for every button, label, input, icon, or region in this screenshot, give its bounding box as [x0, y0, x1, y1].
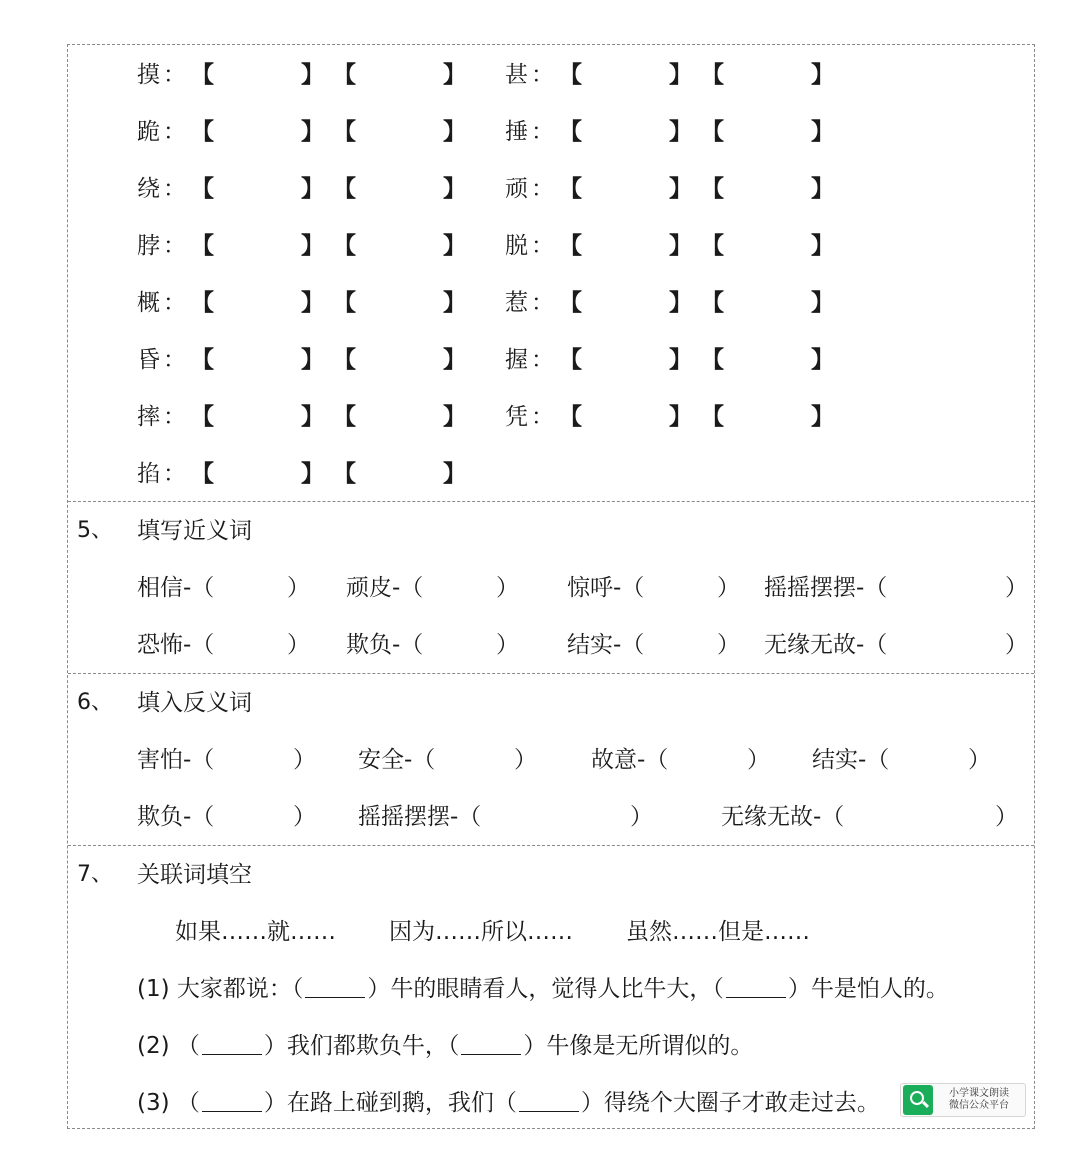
q5-item: 惊呼-（: [567, 575, 645, 601]
q7-s3-part-a: (3) （: [137, 1090, 200, 1116]
colon: ：: [163, 176, 186, 202]
polyphone-character: 握: [505, 347, 528, 373]
polyphone-character: 摸: [137, 62, 160, 88]
polyphone-character: 摔: [137, 404, 160, 430]
bracket-close: 】: [811, 290, 834, 316]
q7-sentence-3: [137, 1088, 880, 1118]
bracket-close: 】: [811, 404, 834, 430]
q6-item: 故意-（: [591, 747, 669, 773]
bracket-open: 【: [191, 290, 214, 316]
colon: ：: [531, 404, 554, 430]
divider-q6: [68, 673, 1034, 674]
q7-s1-part-b: ）牛的眼睛看人，觉得人比牛大，（: [367, 976, 724, 1002]
bracket-open: 【: [701, 233, 724, 259]
q6-number: 6、: [77, 690, 113, 715]
bracket-close: 】: [301, 290, 324, 316]
q6-title: 填入反义词: [137, 690, 252, 716]
bracket-open: 【: [559, 347, 582, 373]
bracket-open: 【: [559, 290, 582, 316]
q5-number: 5、: [77, 518, 113, 543]
bracket-open: 【: [333, 62, 356, 88]
wechat-watermark: [900, 1083, 1026, 1117]
bracket-open: 【: [701, 347, 724, 373]
bracket-open: 【: [333, 461, 356, 487]
colon: ：: [531, 233, 554, 259]
bracket-open: 【: [559, 62, 582, 88]
watermark-line-1: 小学课文朗读: [949, 1088, 1009, 1099]
q7-s3-part-c: ）得绕个大圈子才敢走过去。: [580, 1090, 880, 1116]
bracket-open: 【: [191, 461, 214, 487]
bracket-open: 【: [333, 404, 356, 430]
bracket-close: 】: [669, 290, 692, 316]
q7-s2-part-a: (2) （: [137, 1033, 200, 1059]
divider-q7: [68, 845, 1034, 846]
q7-title: 关联词填空: [137, 862, 252, 888]
q5-title: 填写近义词: [137, 518, 252, 544]
q7-s3-part-b: ）在路上碰到鹅，我们（: [263, 1090, 517, 1116]
q7-s2-part-c: ）牛像是无所谓似的。: [523, 1033, 754, 1059]
answer-blank[interactable]: [461, 1034, 521, 1055]
q6-item-close: ）: [293, 747, 316, 773]
colon: ：: [531, 62, 554, 88]
bracket-close: 】: [811, 62, 834, 88]
colon: ：: [163, 404, 186, 430]
colon: ：: [531, 176, 554, 202]
bracket-open: 【: [333, 347, 356, 373]
q7-s1-part-a: (1) 大家都说：（: [137, 976, 304, 1002]
bracket-close: 】: [443, 404, 466, 430]
bracket-open: 【: [701, 62, 724, 88]
colon: ：: [163, 119, 186, 145]
bracket-open: 【: [191, 233, 214, 259]
bracket-close: 】: [301, 119, 324, 145]
bracket-open: 【: [701, 176, 724, 202]
q5-item: 结实-（: [567, 632, 645, 658]
colon: ：: [531, 119, 554, 145]
bracket-close: 】: [443, 290, 466, 316]
q5-item-close: ）: [496, 632, 519, 658]
q6-item: 结实-（: [812, 747, 890, 773]
colon: ：: [163, 347, 186, 373]
polyphone-character: 掐: [137, 461, 160, 487]
bracket-open: 【: [333, 119, 356, 145]
bracket-close: 】: [301, 62, 324, 88]
q6-item-close: ）: [630, 804, 653, 830]
q7-option: 虽然……但是……: [626, 919, 810, 945]
q6-item: 摇摇摆摆-（: [358, 804, 482, 830]
answer-blank[interactable]: [305, 977, 365, 998]
search-icon: [903, 1085, 933, 1115]
bracket-close: 】: [811, 119, 834, 145]
colon: ：: [163, 62, 186, 88]
q5-item: 顽皮-（: [346, 575, 424, 601]
watermark-text: [949, 1088, 1009, 1112]
q5-item-close: ）: [1005, 632, 1028, 658]
polyphone-character: 捶: [505, 119, 528, 145]
polyphone-character: 脱: [505, 233, 528, 259]
bracket-open: 【: [333, 290, 356, 316]
bracket-close: 】: [669, 62, 692, 88]
bracket-open: 【: [559, 119, 582, 145]
bracket-open: 【: [701, 119, 724, 145]
bracket-close: 】: [669, 119, 692, 145]
bracket-close: 】: [443, 119, 466, 145]
q6-item-close: ）: [514, 747, 537, 773]
q7-option: 因为……所以……: [389, 919, 573, 945]
polyphone-character: 绕: [137, 176, 160, 202]
polyphone-character: 跪: [137, 119, 160, 145]
q5-item-close: ）: [496, 575, 519, 601]
bracket-open: 【: [191, 347, 214, 373]
q6-item: 欺负-（: [137, 804, 215, 830]
bracket-open: 【: [701, 290, 724, 316]
bracket-close: 】: [443, 347, 466, 373]
bracket-open: 【: [559, 233, 582, 259]
bracket-close: 】: [669, 233, 692, 259]
polyphone-character: 甚: [505, 62, 528, 88]
bracket-close: 】: [301, 233, 324, 259]
q7-number: 7、: [77, 862, 113, 887]
q5-item: 摇摇摆摆-（: [764, 575, 888, 601]
q7-sentence-1: [137, 974, 949, 1004]
q5-item-close: ）: [1005, 575, 1028, 601]
bracket-close: 】: [301, 404, 324, 430]
colon: ：: [163, 290, 186, 316]
polyphone-character: 概: [137, 290, 160, 316]
q7-sentence-2: [137, 1031, 753, 1061]
bracket-open: 【: [191, 62, 214, 88]
q5-item-close: ）: [287, 575, 310, 601]
q5-item-close: ）: [287, 632, 310, 658]
q5-item: 无缘无故-（: [764, 632, 888, 658]
q6-item: 无缘无故-（: [721, 804, 845, 830]
bracket-open: 【: [333, 176, 356, 202]
q7-s1-part-c: ）牛是怕人的。: [787, 976, 949, 1002]
q5-item: 相信-（: [137, 575, 215, 601]
q6-item-close: ）: [747, 747, 770, 773]
bracket-close: 】: [669, 347, 692, 373]
divider-q5: [68, 501, 1034, 502]
polyphone-character: 脖: [137, 233, 160, 259]
colon: ：: [531, 347, 554, 373]
bracket-close: 】: [669, 404, 692, 430]
q5-item: 恐怖-（: [137, 632, 215, 658]
bracket-close: 】: [301, 347, 324, 373]
polyphone-character: 顽: [505, 176, 528, 202]
polyphone-character: 凭: [505, 404, 528, 430]
bracket-close: 】: [443, 233, 466, 259]
bracket-open: 【: [333, 233, 356, 259]
q6-item-close: ）: [995, 804, 1018, 830]
answer-blank[interactable]: [202, 1034, 262, 1055]
q5-item-close: ）: [717, 575, 740, 601]
q6-item: 安全-（: [358, 747, 436, 773]
colon: ：: [531, 290, 554, 316]
bracket-open: 【: [191, 404, 214, 430]
bracket-open: 【: [701, 404, 724, 430]
bracket-close: 】: [301, 176, 324, 202]
q7-s2-part-b: ）我们都欺负牛，（: [263, 1033, 460, 1059]
colon: ：: [163, 233, 186, 259]
polyphone-character: 惹: [505, 290, 528, 316]
bracket-open: 【: [559, 176, 582, 202]
q7-option: 如果……就……: [175, 919, 336, 945]
bracket-close: 】: [811, 233, 834, 259]
q5-item: 欺负-（: [346, 632, 424, 658]
bracket-close: 】: [443, 176, 466, 202]
q6-item-close: ）: [968, 747, 991, 773]
bracket-close: 】: [811, 347, 834, 373]
watermark-line-2: 微信公众平台: [949, 1100, 1009, 1111]
bracket-open: 【: [559, 404, 582, 430]
colon: ：: [163, 461, 186, 487]
bracket-close: 】: [443, 62, 466, 88]
answer-blank[interactable]: [726, 977, 786, 998]
answer-blank[interactable]: [519, 1091, 579, 1112]
q5-item-close: ）: [717, 632, 740, 658]
q6-item-close: ）: [293, 804, 316, 830]
bracket-close: 】: [811, 176, 834, 202]
bracket-close: 】: [669, 176, 692, 202]
bracket-open: 【: [191, 176, 214, 202]
bracket-open: 【: [191, 119, 214, 145]
q6-item: 害怕-（: [137, 747, 215, 773]
polyphone-character: 昏: [137, 347, 160, 373]
bracket-close: 】: [443, 461, 466, 487]
answer-blank[interactable]: [202, 1091, 262, 1112]
bracket-close: 】: [301, 461, 324, 487]
